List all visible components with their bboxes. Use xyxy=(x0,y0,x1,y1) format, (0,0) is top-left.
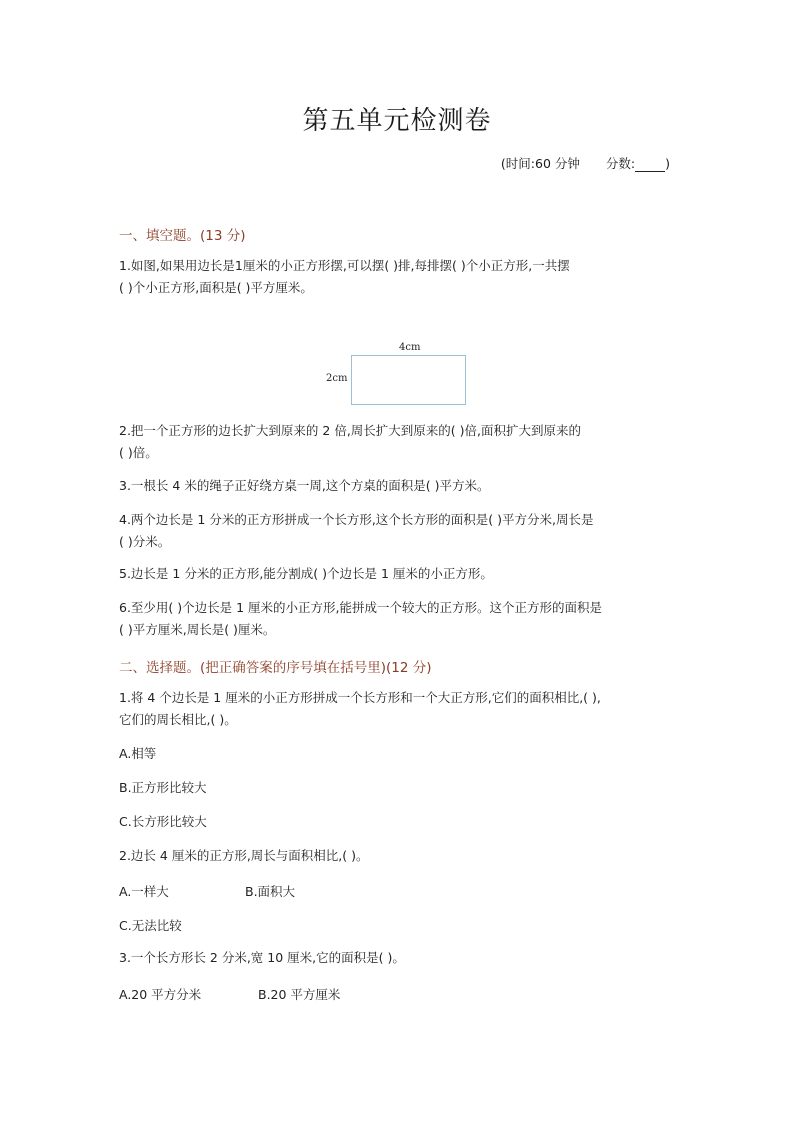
question-line: 2.把一个正方形的边长扩大到原来的 2 倍,周长扩大到原来的( )倍,面积扩大到原来的 xyxy=(119,423,582,438)
question-1-6 xyxy=(119,597,679,641)
question-line: 1.将 4 个边长是 1 厘米的小正方形拼成一个长方形和一个大正方形,它们的面积相比,( ), xyxy=(119,690,601,705)
option-b: B.20 平方厘米 xyxy=(258,987,341,1002)
question-line: 5.边长是 1 分米的正方形,能分割成( )个边长是 1 厘米的小正方形。 xyxy=(119,566,493,581)
option-a: A.相等 xyxy=(119,746,157,761)
figure-height-label: 2cm xyxy=(326,373,348,384)
question-line: ( )平方厘米,周长是( )厘米。 xyxy=(119,622,276,637)
question-line: 它们的周长相比,( )。 xyxy=(119,712,237,727)
question-line: 2.边长 4 厘米的正方形,周长与面积相比,( )。 xyxy=(119,848,369,863)
time-label: (时间:60 分钟 xyxy=(500,156,580,171)
score-label: 分数: xyxy=(605,156,636,171)
question-line: 6.至少用( )个边长是 1 厘米的小正方形,能拼成一个较大的正方形。这个正方形的面积是 xyxy=(119,600,603,615)
page-title: 第五单元检测卷 xyxy=(302,106,492,136)
question-2-1 xyxy=(119,687,679,731)
question-line: ( )倍。 xyxy=(119,445,158,460)
question-line: ( )分米。 xyxy=(119,534,171,549)
question-2-2 xyxy=(119,845,679,867)
question-line: 1.如图,如果用边长是1厘米的小正方形摆,可以摆( )排,每排摆( )个小正方形,一共摆 xyxy=(119,258,570,273)
option-b: B.正方形比较大 xyxy=(119,780,207,795)
figure-width-label: 4cm xyxy=(399,342,421,353)
question-1-3 xyxy=(119,475,679,497)
question-line: 4.两个边长是 1 分米的正方形拼成一个长方形,这个长方形的面积是( )平方分米,周长是 xyxy=(119,512,594,527)
question-line: ( )个小正方形,面积是( )平方厘米。 xyxy=(119,280,313,295)
question-1-4 xyxy=(119,509,679,553)
question-1-5 xyxy=(119,563,679,585)
option-a: A.20 平方分米 xyxy=(119,987,202,1002)
option-c: C.长方形比较大 xyxy=(119,814,207,829)
exam-meta xyxy=(501,154,670,172)
rectangle-figure xyxy=(351,355,466,405)
score-blank[interactable] xyxy=(635,159,665,172)
question-1-1 xyxy=(119,255,679,299)
question-line: 3.一个长方形长 2 分米,宽 10 厘米,它的面积是( )。 xyxy=(119,950,405,965)
option-c: C.无法比较 xyxy=(119,918,182,933)
question-line: 3.一根长 4 米的绳子正好绕方桌一周,这个方桌的面积是( )平方米。 xyxy=(119,478,490,493)
option-b: B.面积大 xyxy=(245,884,296,899)
section-heading-choice: 二、选择题。(把正确答案的序号填在括号里)(12 分) xyxy=(119,660,432,676)
option-a: A.一样大 xyxy=(119,884,169,899)
section-heading-fill-in: 一、填空题。(13 分) xyxy=(119,228,246,244)
question-2-3 xyxy=(119,947,679,969)
score-close: ) xyxy=(665,156,670,171)
question-1-2 xyxy=(119,420,679,464)
